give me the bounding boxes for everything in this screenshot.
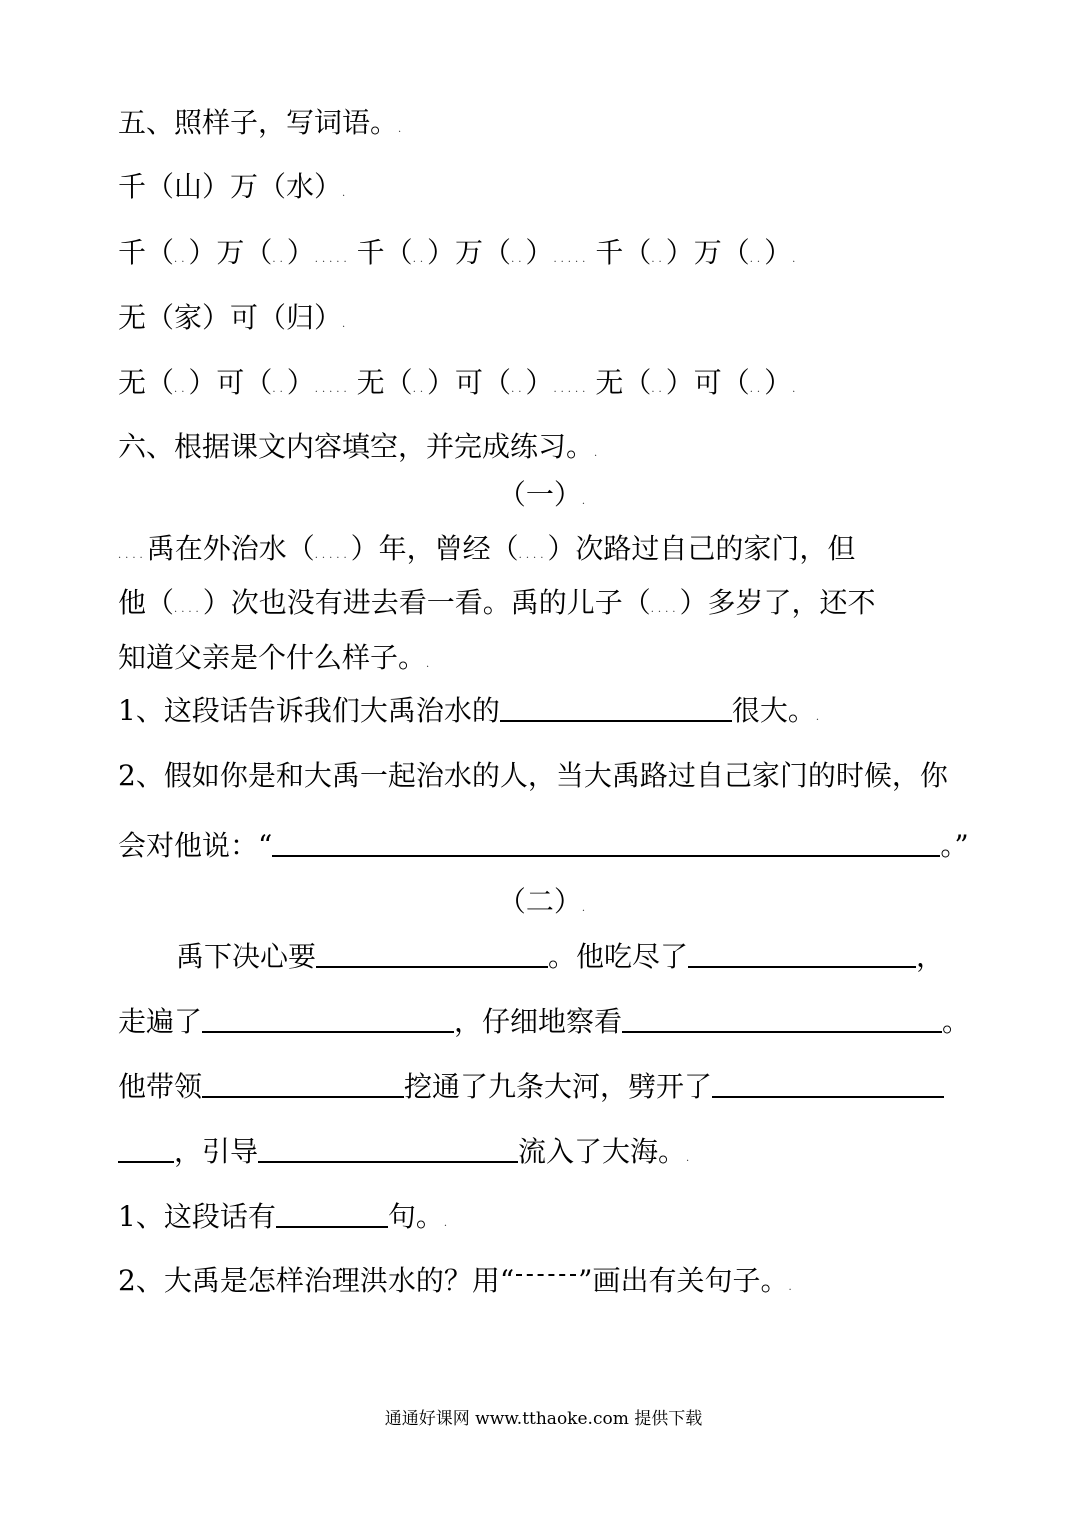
part-2-line-2: 走遍了 ，仔细地察看 。 <box>118 1005 971 1038</box>
part-2-question-1: 1、这段话有 句。. <box>118 1200 452 1233</box>
answer-blank[interactable] <box>272 829 940 857</box>
part-1-question-2: 2、假如你是和大禹一起治水的人，当大禹路过自己家门的时候，你 <box>118 759 948 792</box>
part-2-line-4: ，引导 流入了大海。. <box>118 1135 693 1176</box>
part-1-para-line-3: 知道父亲是个什么样子。. <box>118 641 434 674</box>
answer-blank[interactable] <box>118 1135 174 1163</box>
part-1-para-line-1: ....禹在外治水（.....）年，曾经（....）次路过自己的家门，但 <box>118 532 856 565</box>
answer-blank[interactable] <box>316 940 548 968</box>
pattern-row-2: 无（..）可（..）..... 无（..）可（..）..... 无（..）可（..）. <box>118 366 800 399</box>
wavy-line-symbol <box>516 1274 576 1276</box>
pattern-row-1: 千（..）万（..）..... 千（..）万（..）..... 千（..）万（..）. <box>118 236 800 269</box>
part-2-line-1: 禹下决心要 。他吃尽了 ， <box>176 940 945 973</box>
part-1-question-1: 1、这段话告诉我们大禹治水的 很大。. <box>118 694 824 727</box>
section-5-title: 五、照样子，写词语。. <box>118 106 406 139</box>
example-1: 千（山）万（水）. <box>118 170 350 203</box>
example-2: 无（家）可（归）. <box>118 301 350 334</box>
answer-blank[interactable] <box>202 1070 404 1098</box>
answer-blank[interactable] <box>202 1005 454 1033</box>
part-1-question-2-answer: 会对他说：“ 。” <box>118 829 969 862</box>
part-2-heading: （二）. <box>497 885 590 918</box>
answer-blank[interactable] <box>258 1135 518 1163</box>
footer-credit: 通通好课网 www.tthaoke.com 提供下载 <box>384 1409 703 1429</box>
part-2-line-3: 他带领 挖通了九条大河，劈开了 <box>118 1070 944 1104</box>
answer-blank[interactable] <box>712 1070 944 1098</box>
answer-blank[interactable] <box>500 694 732 722</box>
answer-blank[interactable] <box>622 1005 942 1033</box>
part-2-question-2: 2、大禹是怎样治理洪水的？用“ ”画出有关句子。. <box>118 1264 796 1297</box>
section-6-title: 六、根据课文内容填空，并完成练习。. <box>118 430 602 463</box>
answer-blank[interactable] <box>688 940 916 968</box>
part-1-para-line-2: 他（....）次也没有进去看一看。禹的儿子（....）多岁了，还不 <box>118 586 876 619</box>
part-1-heading: （一）. <box>497 478 590 511</box>
answer-blank[interactable] <box>276 1200 388 1228</box>
